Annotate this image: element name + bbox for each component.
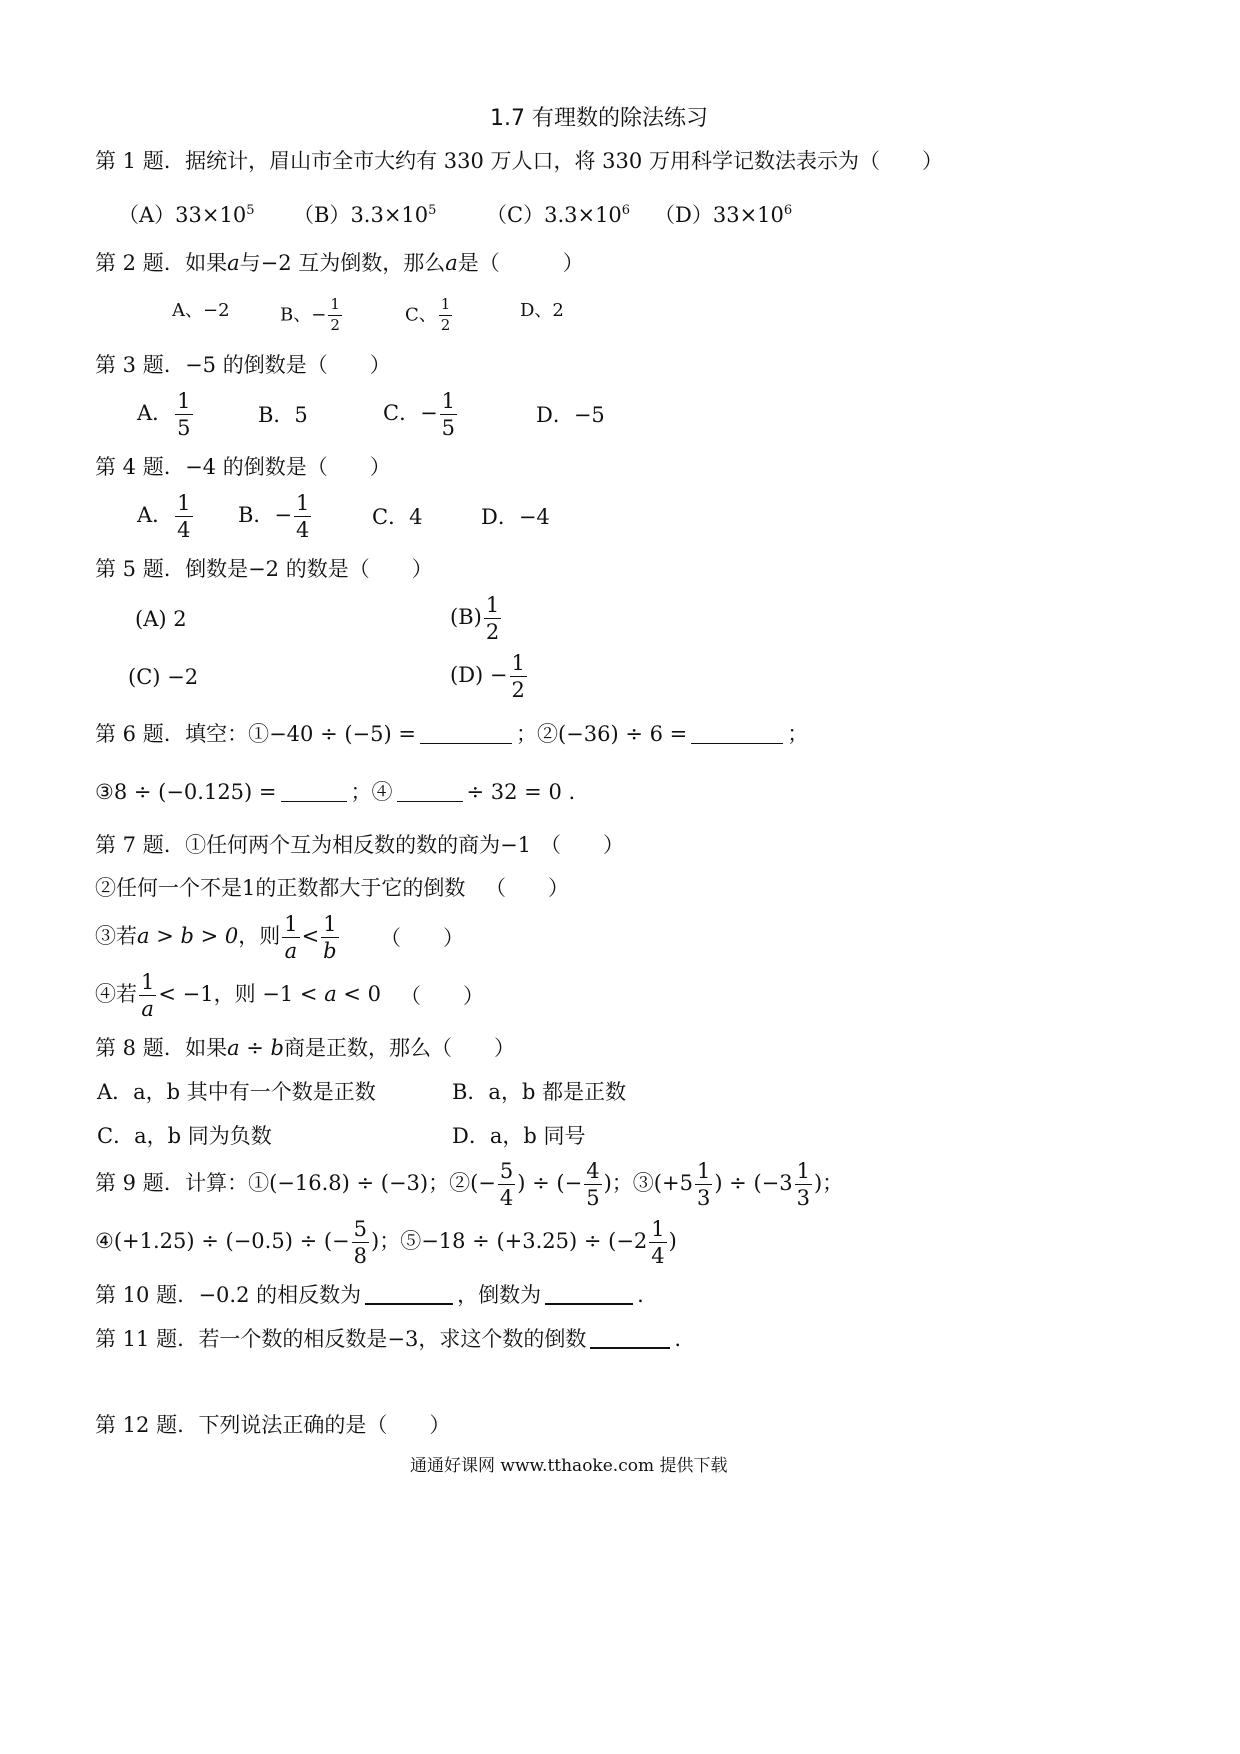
numerator: 1	[440, 390, 457, 415]
q8-option-c: C．a，b 同为负数	[97, 1124, 272, 1148]
fraction	[649, 1218, 666, 1267]
inequality: a > b > 0	[137, 924, 239, 949]
denominator: 5	[441, 416, 456, 441]
option-exponent: 5	[428, 203, 437, 218]
option-value: 33×10	[712, 203, 784, 227]
denominator: 2	[511, 678, 525, 703]
denominator: 3	[796, 1186, 810, 1211]
question-text: 据统计，眉山市全市大约有 330 万人口，将 330 万用科学记数法表示为（ ）	[185, 149, 943, 173]
option-letter: （B）	[293, 203, 351, 227]
fraction	[175, 390, 192, 439]
variable-a: a	[227, 251, 240, 275]
denominator: 8	[353, 1244, 367, 1269]
question-text: ；④	[350, 780, 393, 804]
denominator: 5	[177, 416, 191, 441]
option-letter: A．	[137, 503, 174, 528]
option-letter: (B)	[450, 605, 482, 630]
question-label: 第 5 题.	[95, 557, 171, 581]
question-text: −5 的倒数是（ ）	[185, 353, 391, 377]
question-text: ，倒数为	[457, 1283, 542, 1307]
numerator: 1	[484, 594, 501, 619]
option-exponent: 5	[246, 203, 255, 218]
expression-part: ④(+1.25) ÷ (−0.5) ÷ (−	[95, 1229, 350, 1254]
numerator: 1	[695, 1160, 712, 1185]
q8-option-d: D．a，b 同号	[452, 1124, 586, 1148]
option-exponent: 6	[783, 203, 793, 218]
question-text: 填空：①−40 ÷ (−5) =	[185, 722, 416, 746]
statement-3	[95, 913, 341, 962]
numerator: 1	[795, 1160, 812, 1185]
question-10	[95, 1285, 644, 1306]
expression-part: 计算：①(−16.8) ÷ (−3)；②(−	[185, 1171, 496, 1196]
fraction	[139, 971, 156, 1020]
question-text: 商是正数，那么（ ）	[284, 1036, 515, 1060]
fraction	[498, 1160, 515, 1209]
q2-option-d: D、2	[520, 300, 564, 321]
q1-option-a	[118, 204, 255, 226]
q2-option-c	[405, 297, 454, 334]
less-than: <	[301, 924, 320, 949]
q4-option-c: C．4	[372, 505, 423, 529]
question-label: 第 1 题.	[95, 149, 171, 173]
question-text: ；②(−36) ÷ 6 =	[515, 722, 688, 746]
question-text: .	[637, 1283, 644, 1307]
numerator: 1	[282, 913, 299, 938]
question-2	[95, 253, 584, 274]
question-text: −0.2 的相反数为	[198, 1283, 362, 1307]
question-6-line-2	[95, 782, 575, 803]
question-label: 第 7 题.	[95, 833, 171, 857]
question-label: 第 6 题.	[95, 722, 171, 746]
question-1	[95, 151, 943, 172]
option-letter: （A）	[118, 203, 176, 227]
fraction	[328, 297, 342, 334]
denominator: b	[323, 939, 337, 964]
question-text: 如果	[185, 251, 228, 275]
statement-1: ①任何两个互为相反数的数的商为−1	[185, 833, 532, 857]
option-letter: B、−	[280, 304, 327, 326]
denominator: 5	[586, 1186, 600, 1211]
question-label: 第 11 题.	[95, 1327, 184, 1351]
answer-blank[interactable]	[397, 800, 463, 802]
question-text: ；	[787, 722, 809, 746]
question-text: 倒数是−2 的数是（ ）	[185, 557, 433, 581]
denominator: a	[284, 939, 298, 964]
numerator: 4	[584, 1160, 601, 1185]
fraction	[282, 913, 299, 962]
fraction	[352, 1218, 369, 1267]
question-11	[95, 1329, 681, 1350]
answer-paren[interactable]: （ ）	[380, 926, 464, 950]
question-label: 第 10 题.	[95, 1283, 184, 1307]
variable-a: a	[445, 251, 458, 275]
numerator: 1	[328, 297, 342, 316]
q4-option-d: D．−4	[481, 505, 550, 529]
answer-blank[interactable]	[691, 742, 783, 744]
q3-option-d: D．−5	[536, 403, 605, 427]
q1-option-d	[654, 204, 792, 226]
statement-4	[95, 971, 381, 1020]
q2-option-a: A、−2	[172, 300, 230, 321]
statement-text: ④若	[95, 982, 137, 1007]
denominator: 4	[296, 518, 310, 543]
answer-paren[interactable]: （ ）	[485, 876, 569, 900]
denominator: 4	[499, 1186, 514, 1211]
question-text: ÷ 32 = 0 .	[466, 780, 576, 804]
expression-part: )；	[813, 1171, 844, 1196]
statement-text: < −1，则 −1 <	[158, 982, 325, 1007]
fraction	[440, 390, 457, 439]
question-text: .	[674, 1327, 682, 1351]
answer-blank[interactable]	[590, 1346, 670, 1349]
numerator: 1	[321, 913, 338, 938]
q2-option-b	[280, 297, 344, 334]
denominator: 3	[696, 1186, 711, 1211]
q5-option-b	[450, 594, 503, 643]
question-text: 如果	[185, 1036, 228, 1060]
option-letter: C．−	[383, 401, 438, 426]
q5-option-a: (A) 2	[135, 607, 187, 631]
denominator: 2	[330, 315, 340, 334]
numerator: 5	[498, 1160, 515, 1185]
option-letter: （C）	[486, 203, 545, 227]
question-6	[95, 724, 808, 745]
question-8	[95, 1038, 515, 1059]
option-value: 3.3×10	[350, 203, 429, 227]
q1-option-b	[293, 204, 436, 226]
answer-blank[interactable]	[365, 1302, 453, 1305]
question-3	[95, 355, 391, 376]
statement-2: ②任何一个不是1的正数都大于它的倒数	[95, 876, 466, 900]
variable-a: a	[324, 982, 337, 1007]
question-12	[95, 1415, 450, 1436]
question-label: 第 3 题.	[95, 353, 171, 377]
option-letter: A．	[137, 401, 174, 426]
expression-part: ) ÷ (−	[517, 1171, 583, 1196]
expression-part: )；③(+5	[603, 1171, 693, 1196]
fraction	[795, 1160, 812, 1209]
question-label: 第 8 题.	[95, 1036, 171, 1060]
question-text: ③8 ÷ (−0.125) =	[95, 780, 277, 804]
denominator: 4	[651, 1244, 665, 1269]
q8-option-a: A．a，b 其中有一个数是正数	[97, 1080, 376, 1104]
numerator: 1	[139, 971, 156, 996]
numerator: 1	[175, 492, 192, 517]
question-text: −4 的倒数是（ ）	[185, 455, 391, 479]
fraction	[294, 492, 311, 541]
answer-paren[interactable]: （ ）	[540, 833, 624, 857]
q4-option-b	[238, 492, 313, 541]
q8-option-b: B．a，b 都是正数	[452, 1080, 627, 1104]
denominator: 2	[440, 315, 451, 334]
fraction	[439, 297, 453, 334]
denominator: 4	[177, 518, 191, 543]
numerator: 1	[294, 492, 311, 517]
denominator: a	[141, 997, 154, 1022]
answer-blank[interactable]	[545, 1302, 633, 1305]
question-5	[95, 559, 433, 580]
page-title: 1.7 有理数的除法练习	[490, 106, 708, 131]
q3-option-c	[383, 390, 459, 439]
q3-option-b: B．5	[258, 403, 308, 427]
numerator: 1	[510, 652, 527, 677]
option-value: 33×10	[175, 203, 247, 227]
fraction	[321, 913, 338, 962]
fraction	[695, 1160, 712, 1209]
option-letter: （D）	[654, 203, 713, 227]
answer-paren[interactable]: （ ）	[400, 984, 484, 1008]
question-text: 与−2 互为倒数，那么	[239, 251, 446, 275]
option-letter: B．−	[238, 503, 293, 528]
question-4	[95, 457, 391, 478]
q5-option-c: (C) −2	[128, 665, 199, 689]
expression-part: )；⑤−18 ÷ (+3.25) ÷ (−2	[371, 1229, 648, 1254]
question-7	[95, 835, 531, 856]
fraction	[584, 1160, 601, 1209]
expression-part: ) ÷ (−3	[714, 1171, 793, 1196]
page-footer: 通通好课网 www.tthaoke.com 提供下载	[410, 1456, 728, 1476]
answer-blank[interactable]	[281, 800, 347, 802]
question-text: 若一个数的相反数是−3，求这个数的倒数	[198, 1327, 587, 1351]
expression: a ÷ b	[227, 1036, 284, 1060]
option-letter: C、	[405, 304, 437, 326]
q4-option-a	[137, 492, 195, 541]
question-label: 第 2 题.	[95, 251, 171, 275]
fraction	[510, 652, 527, 701]
answer-blank[interactable]	[420, 742, 512, 744]
question-label: 第 4 题.	[95, 455, 171, 479]
statement-text: < 0	[336, 982, 382, 1007]
statement-text: ③若	[95, 924, 137, 949]
question-9	[95, 1160, 843, 1209]
numerator: 1	[175, 390, 192, 415]
fraction	[484, 594, 501, 643]
numerator: 1	[439, 297, 453, 316]
question-label: 第 9 题.	[95, 1171, 171, 1196]
option-value: 3.3×10	[544, 203, 622, 227]
question-label: 第 12 题.	[95, 1413, 184, 1437]
statement-text: ，则	[238, 924, 281, 949]
expression-part: )	[668, 1229, 677, 1254]
q3-option-a	[137, 390, 195, 439]
question-text: 下列说法正确的是（ ）	[198, 1413, 451, 1437]
numerator: 5	[352, 1218, 369, 1243]
q1-option-c	[486, 204, 630, 226]
numerator: 1	[649, 1218, 666, 1243]
option-exponent: 6	[621, 203, 631, 218]
denominator: 2	[485, 620, 500, 645]
question-9-line-2	[95, 1218, 677, 1267]
option-letter: (D) −	[450, 663, 508, 688]
q5-option-d	[450, 652, 529, 701]
fraction	[175, 492, 192, 541]
question-text: 是（ ）	[457, 251, 584, 275]
